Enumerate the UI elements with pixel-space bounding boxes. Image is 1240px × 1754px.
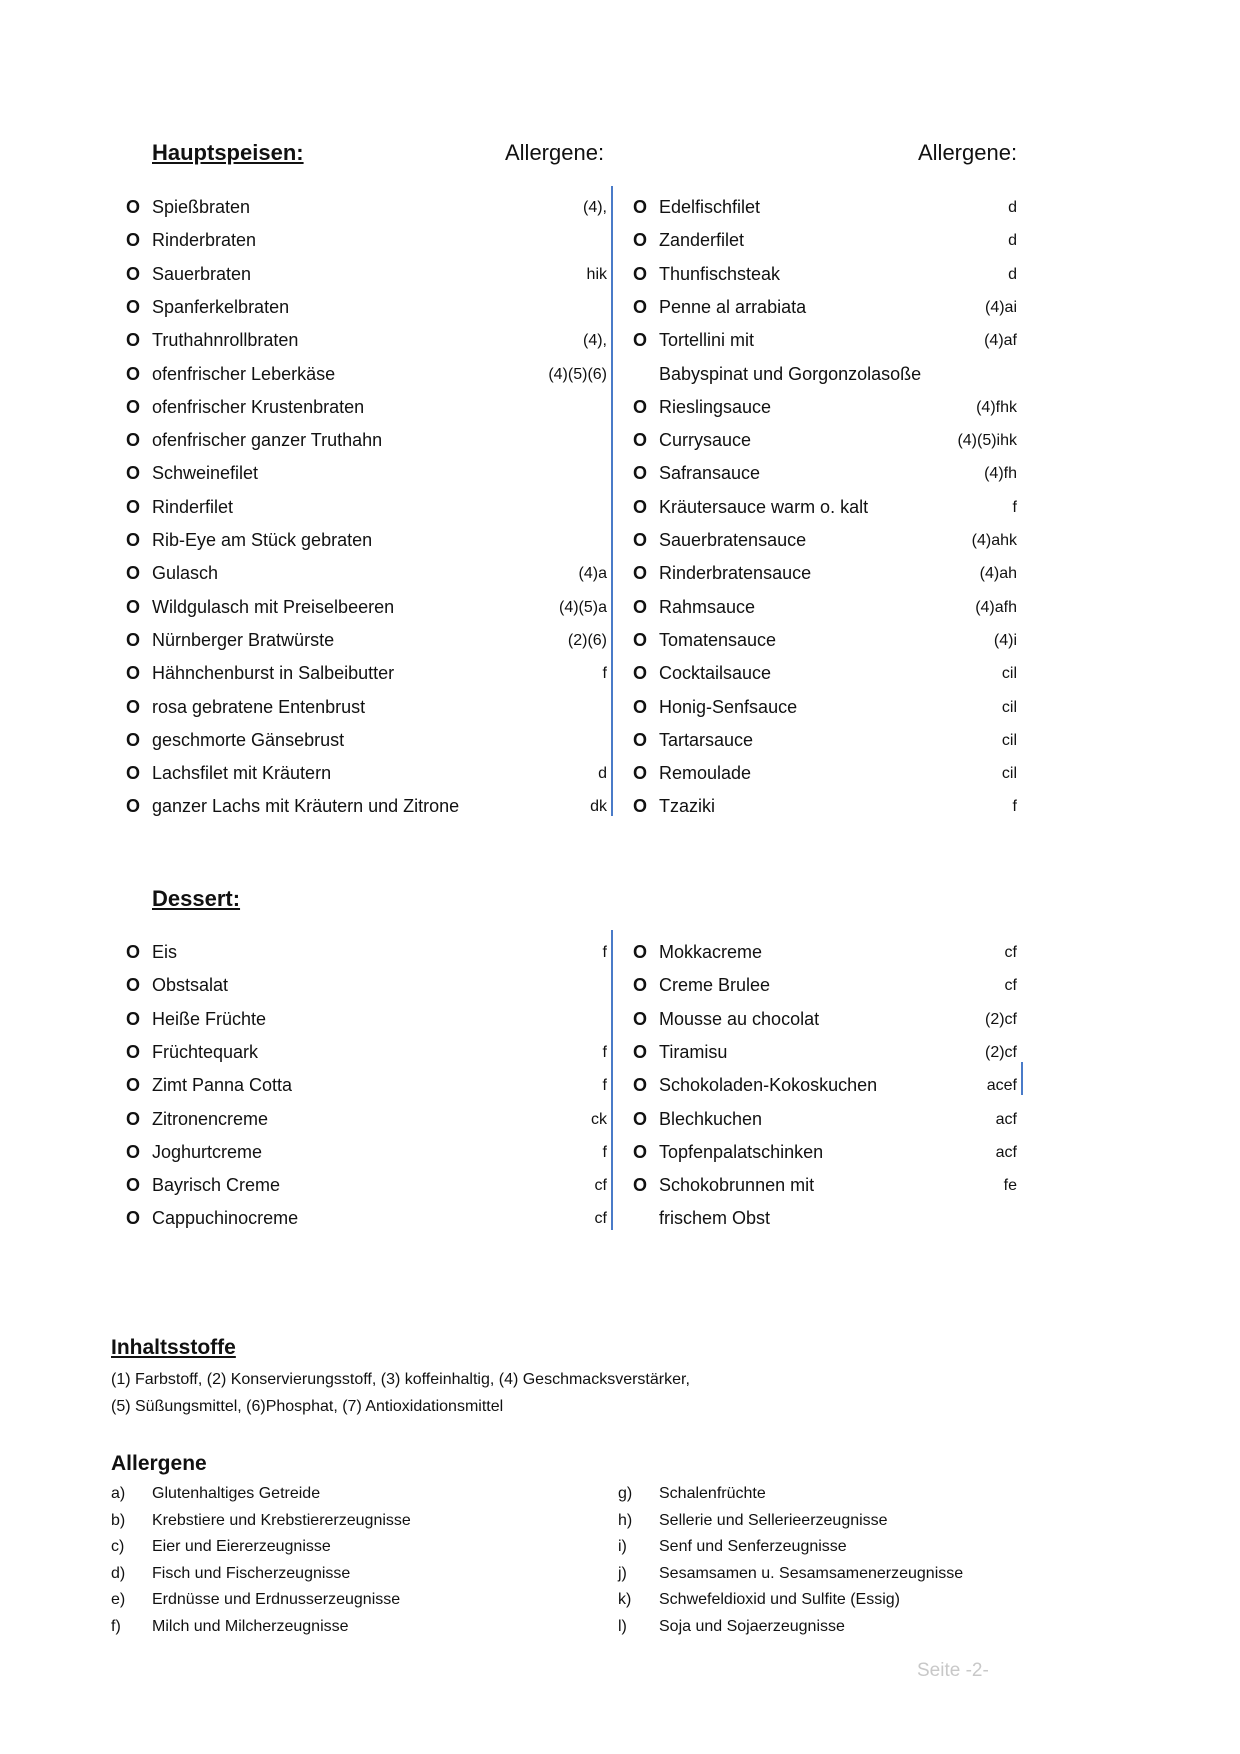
main-right-item <box>633 491 1017 524</box>
dish-name: Tomatensauce <box>659 629 777 650</box>
allergen-description: Sellerie und Sellerieerzeugnisse <box>659 1511 888 1529</box>
allergen-description: Schalenfrüchte <box>659 1485 766 1502</box>
checkbox-marker: O <box>633 796 648 817</box>
ingredients-title: Inhaltsstoffe <box>111 1336 236 1359</box>
checkbox-marker: O <box>633 629 648 650</box>
dish-name: Rinderfilet <box>152 496 234 517</box>
dish-name: ofenfrischer Krustenbraten <box>152 396 365 417</box>
allergen-code: cf <box>1004 944 1017 961</box>
dish-name: Eis <box>152 942 178 962</box>
allergen-letter: a) <box>111 1485 126 1502</box>
allergen-legend-item <box>618 1480 1118 1507</box>
checkbox-marker: O <box>633 942 648 962</box>
allergen-description: Milch und Milcherzeugnisse <box>152 1618 349 1635</box>
dish-name: Obstsalat <box>152 975 229 996</box>
checkbox-marker: O <box>633 396 648 417</box>
dish-name: rosa gebratene Entenbrust <box>152 696 366 717</box>
dessert-left-item <box>126 1169 607 1202</box>
checkbox-marker: O <box>633 729 648 750</box>
main-left-item <box>126 624 607 657</box>
dessert-left-item <box>126 1003 607 1036</box>
allergen-description: Eier und Eiererzeugnisse <box>152 1538 331 1556</box>
checkbox-marker: O <box>633 296 648 317</box>
main-left-item <box>126 724 607 757</box>
dessert-column-divider <box>611 930 613 1230</box>
checkbox-marker: O <box>126 729 141 750</box>
allergen-code: fe <box>1003 1177 1017 1195</box>
main-left-item <box>126 557 607 590</box>
main-left-item <box>126 491 607 524</box>
dish-name: Tortellini mit <box>659 330 755 351</box>
allergen-letter: i) <box>618 1538 627 1556</box>
allergen-code: (4)(5)ihk <box>957 432 1017 450</box>
allergens-title: Allergene <box>111 1452 207 1475</box>
allergen-letter: l) <box>618 1618 627 1635</box>
dish-name: Topfenpalatschinken <box>659 1141 824 1162</box>
checkbox-marker: O <box>126 942 141 962</box>
dessert-right-item <box>633 1003 1017 1036</box>
checkbox-marker: O <box>633 696 648 717</box>
checkbox-marker: O <box>126 796 141 817</box>
allergen-legend-item <box>618 1507 1118 1534</box>
checkbox-marker: O <box>126 1141 141 1162</box>
dish-name: Rinderbratensauce <box>659 563 812 584</box>
dish-name: Bayrisch Creme <box>152 1175 281 1196</box>
allergen-letter: h) <box>618 1511 633 1529</box>
checkbox-marker: O <box>126 197 141 217</box>
page-number: Seite -2- <box>917 1660 989 1681</box>
allergen-legend-item <box>111 1560 611 1587</box>
main-right-item <box>633 291 1017 324</box>
main-right-item <box>633 790 1017 823</box>
dish-name: frischem Obst <box>659 1208 771 1229</box>
dish-name: Creme Brulee <box>659 975 771 996</box>
allergen-legend-item <box>618 1586 1118 1613</box>
allergen-code: cil <box>1001 765 1017 783</box>
allergen-code: (2)(6) <box>567 631 607 649</box>
main-left-item <box>126 424 607 457</box>
main-left-item <box>126 191 607 224</box>
main-right-item <box>633 391 1017 424</box>
main-left-item <box>126 258 607 291</box>
dish-name: Hähnchenburst in Salbeibutter <box>152 663 395 684</box>
dish-name: Früchtequark <box>152 1041 259 1062</box>
allergen-code: f <box>1012 798 1017 816</box>
dish-name: Thunfischsteak <box>659 263 781 284</box>
checkbox-marker: O <box>126 696 141 717</box>
main-right-item <box>633 258 1017 291</box>
allergen-code: (4), <box>583 199 607 216</box>
allergen-code: d <box>1008 232 1017 250</box>
main-right-item <box>633 557 1017 590</box>
ingredients-line-2: (5) Süßungsmittel, (6)Phosphat, (7) Antioxidationsmittel <box>111 1398 504 1415</box>
allergen-code: cf <box>1004 977 1017 995</box>
checkbox-marker: O <box>633 1041 648 1062</box>
dish-name: Honig-Senfsauce <box>659 696 798 717</box>
dessert-right-item <box>633 1036 1017 1069</box>
checkbox-marker: O <box>633 1175 648 1196</box>
checkbox-marker: O <box>126 1008 141 1029</box>
checkbox-marker: O <box>126 363 141 384</box>
allergen-legend-item <box>618 1533 1118 1560</box>
checkbox-marker: O <box>126 1075 141 1096</box>
allergen-code: (4)fhk <box>976 398 1017 416</box>
dessert-right-item <box>633 1103 1017 1136</box>
main-left-item <box>126 757 607 790</box>
checkbox-marker: O <box>126 563 141 584</box>
allergen-code: d <box>1008 199 1017 216</box>
main-left-item <box>126 691 607 724</box>
dish-name: Wildgulasch mit Preiselbeeren <box>152 596 395 617</box>
checkbox-marker: O <box>633 1141 648 1162</box>
dessert-left-item <box>126 1103 607 1136</box>
allergen-code: (4)ah <box>979 565 1017 583</box>
allergen-code: f <box>602 944 607 961</box>
dish-name: Zimt Panna Cotta <box>152 1075 293 1096</box>
checkbox-marker: O <box>633 1075 648 1096</box>
allergen-legend-item <box>111 1613 611 1640</box>
allergen-code: cf <box>594 1210 607 1228</box>
dessert-heading: Dessert: <box>152 886 241 911</box>
allergen-code: (4)afh <box>975 598 1017 616</box>
allergen-legend-item <box>111 1480 611 1507</box>
dish-name: Nürnberger Bratwürste <box>152 629 335 650</box>
main-right-item <box>633 191 1017 224</box>
dish-name: Cocktailsauce <box>659 663 772 684</box>
text-cursor <box>1021 1062 1023 1095</box>
allergen-legend-item <box>111 1533 611 1560</box>
dish-name: Tiramisu <box>659 1041 728 1062</box>
checkbox-marker: O <box>126 1175 141 1196</box>
checkbox-marker: O <box>633 330 648 351</box>
allergen-code: (4)(5)a <box>558 598 607 616</box>
allergen-code: acf <box>995 1110 1017 1128</box>
dessert-left-item <box>126 969 607 1002</box>
allergen-description: Soja und Sojaerzeugnisse <box>659 1618 845 1635</box>
allergen-code: ck <box>591 1110 607 1128</box>
checkbox-marker: O <box>633 975 648 996</box>
dish-name: Mokkacreme <box>659 942 763 962</box>
checkbox-marker: O <box>126 663 141 684</box>
dessert-left-item <box>126 1202 607 1235</box>
allergen-legend-item <box>618 1560 1118 1587</box>
allergen-legend-item <box>618 1613 1118 1640</box>
checkbox-marker: O <box>633 197 648 217</box>
main-left-item <box>126 391 607 424</box>
allergen-code: (4)fh <box>984 465 1017 483</box>
dessert-left-item <box>126 1136 607 1169</box>
allergen-letter: j) <box>618 1564 627 1582</box>
checkbox-marker: O <box>126 763 141 784</box>
dish-name: Rieslingsauce <box>659 396 772 417</box>
main-right-item <box>633 224 1017 257</box>
dish-name: Cappuchinocreme <box>152 1208 299 1229</box>
checkbox-marker: O <box>126 596 141 617</box>
allergen-description: Fisch und Fischerzeugnisse <box>152 1564 351 1582</box>
allergen-code: f <box>602 1143 607 1161</box>
allergen-code: (2)cf <box>985 1043 1017 1061</box>
checkbox-marker: O <box>633 263 648 284</box>
allergen-code: acf <box>995 1143 1017 1161</box>
dish-name: Penne al arrabiata <box>659 296 807 317</box>
dish-name: Truthahnrollbraten <box>152 330 299 351</box>
checkbox-marker: O <box>633 1108 648 1129</box>
checkbox-marker: O <box>126 496 141 517</box>
checkbox-marker: O <box>126 430 141 451</box>
allergen-code: cil <box>1001 698 1017 716</box>
allergen-code: f <box>1012 498 1017 516</box>
dessert-left-item <box>126 1036 607 1069</box>
dish-name: Tzaziki <box>659 796 716 817</box>
checkbox-marker: O <box>633 530 648 550</box>
dish-name: Kräutersauce warm o. kalt <box>659 496 869 517</box>
dish-name: Safransauce <box>659 463 761 484</box>
checkbox-marker: O <box>126 463 141 484</box>
main-right-item <box>633 324 1017 357</box>
main-right-item <box>633 724 1017 757</box>
dish-name: Rinderbraten <box>152 230 257 251</box>
checkbox-marker: O <box>633 663 648 684</box>
allergen-description: Senf und Senferzeugnisse <box>659 1538 847 1556</box>
allergen-code: cil <box>1001 731 1017 749</box>
allergen-code: cil <box>1001 665 1017 683</box>
allergen-letter: k) <box>618 1591 632 1609</box>
allergen-code: d <box>598 765 607 783</box>
allergen-description: Glutenhaltiges Getreide <box>152 1485 321 1502</box>
checkbox-marker: O <box>633 596 648 617</box>
dish-name: Blechkuchen <box>659 1108 763 1129</box>
checkbox-marker: O <box>126 296 141 317</box>
allergen-description: Erdnüsse und Erdnusserzeugnisse <box>152 1591 401 1609</box>
allergen-code: (4)ahk <box>971 532 1017 549</box>
allergen-code: cf <box>594 1177 607 1195</box>
allergen-code: (4)ai <box>984 298 1017 316</box>
main-left-item <box>126 657 607 690</box>
checkbox-marker: O <box>126 1108 141 1129</box>
main-right-item <box>633 591 1017 624</box>
dish-name: ofenfrischer ganzer Truthahn <box>152 430 383 451</box>
dish-name: Tartarsauce <box>659 729 754 750</box>
checkbox-marker: O <box>126 530 141 550</box>
main-courses-heading: Hauptspeisen: <box>152 140 304 165</box>
checkbox-marker: O <box>126 263 141 284</box>
main-left-item <box>126 591 607 624</box>
dish-name: Currysauce <box>659 430 752 451</box>
main-left-item <box>126 324 607 357</box>
dish-name: ofenfrischer Leberkäse <box>152 363 336 384</box>
main-right-item <box>633 624 1017 657</box>
allergen-code: (4)i <box>993 631 1017 649</box>
allergen-letter: e) <box>111 1591 126 1609</box>
dessert-right-item <box>633 1069 1017 1102</box>
checkbox-marker: O <box>126 330 141 351</box>
allergen-letter: d) <box>111 1564 126 1582</box>
allergen-code: (2)cf <box>985 1010 1017 1028</box>
checkbox-marker: O <box>126 975 141 996</box>
allergen-letter: c) <box>111 1538 125 1556</box>
allergen-legend-item <box>111 1586 611 1613</box>
allergen-code: dk <box>590 798 607 816</box>
dish-name: Remoulade <box>659 763 752 784</box>
dessert-right-item <box>633 936 1017 969</box>
allergens-heading-left: Allergene: <box>505 140 605 165</box>
ingredients-line-1: (1) Farbstoff, (2) Konservierungsstoff, (3) koffeinhaltig, (4) Geschmacksverstärker, <box>111 1371 690 1388</box>
dish-name: Sauerbraten <box>152 263 252 284</box>
dish-name: Spießbraten <box>152 197 251 217</box>
dish-name: Spanferkelbraten <box>152 296 290 317</box>
dish-name: Rib-Eye am Stück gebraten <box>152 530 373 550</box>
checkbox-marker: O <box>633 496 648 517</box>
column-divider <box>611 186 613 816</box>
dish-name: Schokoladen-Kokoskuchen <box>659 1075 878 1096</box>
main-right-item <box>633 424 1017 457</box>
dish-name: Zanderfilet <box>659 230 745 251</box>
allergens-heading-right: Allergene: <box>918 140 1018 165</box>
main-right-item <box>633 457 1017 490</box>
dessert-right-item <box>633 1169 1017 1202</box>
checkbox-marker: O <box>126 629 141 650</box>
dessert-right-item <box>633 1136 1017 1169</box>
checkbox-marker: O <box>633 563 648 584</box>
dish-name: Schokobrunnen mit <box>659 1175 815 1196</box>
dish-name: Rahmsauce <box>659 596 756 617</box>
allergen-letter: g) <box>618 1485 633 1502</box>
dish-name: Heiße Früchte <box>152 1008 267 1029</box>
checkbox-marker: O <box>126 396 141 417</box>
main-left-item <box>126 457 607 490</box>
dish-name: Babyspinat und Gorgonzolasoße <box>659 363 922 384</box>
allergen-code: hik <box>586 265 607 283</box>
allergen-code: (4), <box>583 332 607 350</box>
dish-name: Schweinefilet <box>152 463 259 484</box>
main-left-item <box>126 524 607 557</box>
dish-name: ganzer Lachs mit Kräutern und Zitrone <box>152 796 460 817</box>
main-left-item <box>126 291 607 324</box>
allergen-letter: f) <box>111 1618 121 1635</box>
dish-name: Edelfischfilet <box>659 197 761 217</box>
checkbox-marker: O <box>633 230 648 251</box>
allergen-code: (4)af <box>984 332 1017 350</box>
allergen-code: d <box>1008 265 1017 283</box>
main-right-item <box>633 657 1017 690</box>
dessert-left-item <box>126 936 607 969</box>
main-right-item <box>633 524 1017 557</box>
allergen-code: f <box>602 1077 607 1095</box>
dish-name: Mousse au chocolat <box>659 1008 820 1029</box>
main-right-item <box>633 691 1017 724</box>
checkbox-marker: O <box>126 1208 141 1229</box>
allergen-legend-item <box>111 1507 611 1534</box>
allergen-code: acef <box>986 1077 1017 1095</box>
allergen-letter: b) <box>111 1511 126 1529</box>
main-right-item <box>633 358 1017 391</box>
dish-name: Sauerbratensauce <box>659 530 807 550</box>
allergen-code: (4)(5)(6) <box>548 365 607 383</box>
checkbox-marker: O <box>633 763 648 784</box>
checkbox-marker: O <box>633 463 648 484</box>
allergen-code: f <box>602 665 607 683</box>
checkbox-marker: O <box>633 430 648 451</box>
dish-name: Joghurtcreme <box>152 1141 263 1162</box>
main-left-item <box>126 358 607 391</box>
dessert-right-item <box>633 1202 1017 1235</box>
main-left-item <box>126 790 607 823</box>
checkbox-marker: O <box>633 1008 648 1029</box>
allergen-description: Krebstiere und Krebstiererzeugnisse <box>152 1511 411 1529</box>
dish-name: geschmorte Gänsebrust <box>152 729 345 750</box>
dessert-right-item <box>633 969 1017 1002</box>
checkbox-marker: O <box>126 1041 141 1062</box>
allergen-code: (4)a <box>578 565 607 583</box>
checkbox-marker: O <box>126 230 141 251</box>
allergen-code: f <box>602 1043 607 1061</box>
main-right-item <box>633 757 1017 790</box>
main-left-item <box>126 224 607 257</box>
dish-name: Lachsfilet mit Kräutern <box>152 763 332 784</box>
dessert-left-item <box>126 1069 607 1102</box>
dish-name: Gulasch <box>152 563 219 584</box>
allergen-description: Sesamsamen u. Sesamsamenerzeugnisse <box>659 1564 964 1582</box>
allergen-description: Schwefeldioxid und Sulfite (Essig) <box>659 1591 901 1609</box>
dish-name: Zitronencreme <box>152 1108 269 1129</box>
